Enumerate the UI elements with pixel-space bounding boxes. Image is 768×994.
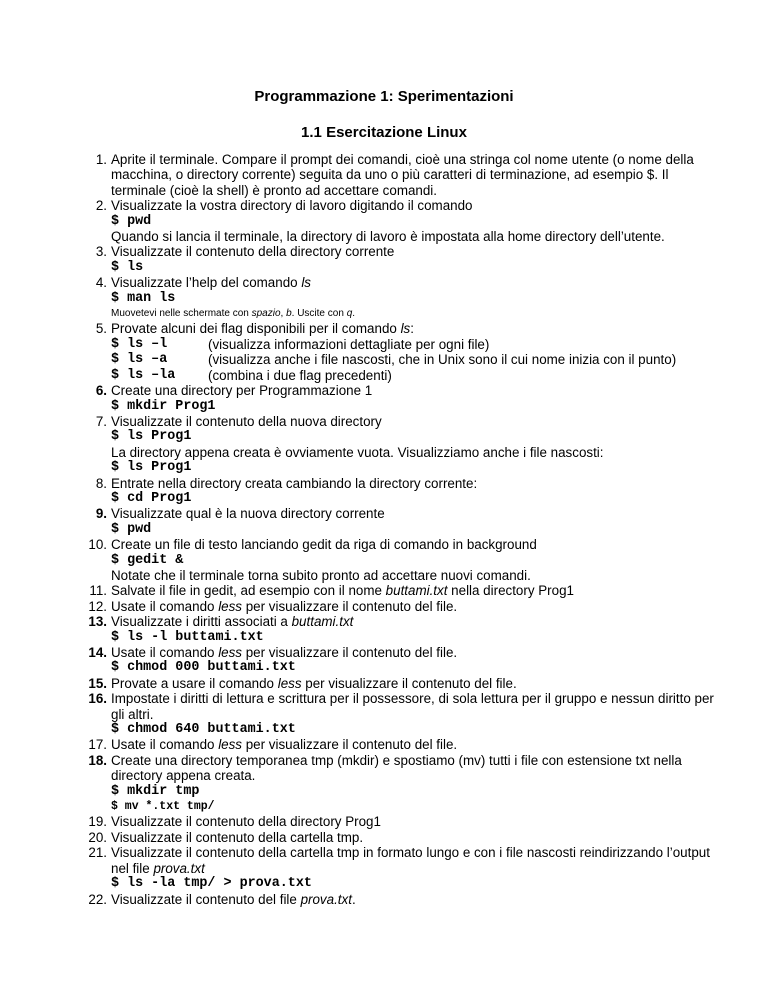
item-text-italic: less <box>277 675 302 691</box>
list-item <box>80 583 720 598</box>
item-number: 3. <box>95 244 107 260</box>
item-text-italic: ls <box>301 275 311 291</box>
list-item <box>80 476 720 507</box>
item-text <box>111 614 720 629</box>
item-followup: Notate che il terminale torna subito pronto ad accettare nuovi comandi. <box>111 567 531 583</box>
flag-row <box>111 352 720 367</box>
command-line: $ gedit & <box>111 552 184 568</box>
item-text <box>111 814 720 829</box>
item-number: 18. <box>88 752 107 768</box>
item-text <box>111 753 720 784</box>
command-line: $ pwd <box>111 213 152 229</box>
list-item <box>80 321 720 383</box>
item-text <box>111 830 720 845</box>
item-text-pre: Usate il comando <box>111 645 219 660</box>
command-line: $ mkdir Prog1 <box>111 398 216 414</box>
item-text-italic: less <box>218 645 243 660</box>
list-item <box>80 814 720 829</box>
flag-description: (visualizza informazioni dettagliate per ogni file) <box>208 336 490 352</box>
item-number: 14. <box>88 645 107 660</box>
flag-command: $ ls –la <box>111 367 176 383</box>
item-followup: La directory appena creata è ovviamente vuota. Visualizziamo anche i file nascosti: <box>111 444 604 460</box>
item-text-post: per visualizzare il contenuto del file. <box>301 675 517 691</box>
flag-description: (combina i due flag precedenti) <box>208 367 392 383</box>
note-text: Muovetevi nelle schermate con <box>111 308 252 320</box>
item-followup: Quando si lancia il terminale, la directory di lavoro è impostata alla home directory dell’utente. <box>111 229 665 245</box>
item-text <box>111 892 720 907</box>
item-text-pre: Salvate il file in gedit, ad esempio con il nome <box>111 583 386 599</box>
item-text <box>111 244 720 259</box>
item-number: 5. <box>95 321 107 337</box>
note-italic: q <box>346 308 353 320</box>
list-item <box>80 506 720 537</box>
command-line: $ ls Prog1 <box>111 429 192 445</box>
list-item <box>80 737 720 752</box>
item-text-italic: ls <box>400 321 411 337</box>
item-number: 2. <box>95 198 107 214</box>
list-item <box>80 383 720 414</box>
command-line: $ chmod 000 buttami.txt <box>111 660 296 676</box>
command-line: $ chmod 640 buttami.txt <box>111 722 296 738</box>
item-text-pre: Usate il comando <box>111 598 219 614</box>
item-number: 8. <box>95 475 107 491</box>
item-text-post: . <box>351 891 356 907</box>
item-number: 9. <box>95 506 107 522</box>
item-text-main: Impostate i diritti di lettura e scrittura per il possessore, di sola lettura per il gruppo e nessun diritto per gli altri. <box>111 691 714 722</box>
item-text-main: Visualizzate il contenuto della directory corrente <box>111 244 395 260</box>
item-text <box>111 383 720 398</box>
section-title: 1.1 Esercitazione Linux <box>301 124 467 141</box>
item-text <box>111 275 720 290</box>
item-text-pre: Provate alcuni dei flag disponibili per il comando <box>111 321 401 337</box>
exercise-list <box>80 152 720 907</box>
item-text-main: Aprite il terminale. Compare il prompt dei comandi, cioè una stringa col nome utente (o nome della macchina, o directory corrente) seguita da uno o più caratteri di terminazione, ad esempio $. Il terminale (cioè la shell) è pronto ad accettare comandi. <box>111 152 694 198</box>
list-item <box>80 599 720 614</box>
list-item <box>80 753 720 815</box>
item-number: 13. <box>88 614 107 630</box>
item-text-main: Create una directory temporanea tmp (mkdir) e spostiamo (mv) tutti i file con estensione txt nella directory appena creata. <box>111 752 682 784</box>
item-text-main: Visualizzate la vostra directory di lavoro digitando il comando <box>111 198 473 214</box>
item-text-italic: less <box>218 737 243 753</box>
item-text-italic: prova.txt <box>153 860 205 876</box>
item-text-main: Create un file di testo lanciando gedit da riga di comando in background <box>111 537 537 553</box>
item-number: 7. <box>95 413 107 429</box>
item-text-pre: Usate il comando <box>111 737 219 753</box>
list-item <box>80 275 720 321</box>
item-number: 16. <box>88 691 107 707</box>
list-item <box>80 892 720 907</box>
item-text <box>111 737 720 752</box>
item-note <box>111 306 720 321</box>
list-item <box>80 244 720 275</box>
flag-row <box>111 368 720 383</box>
item-text <box>111 845 720 876</box>
item-text-pre: Visualizzate il contenuto del file <box>111 891 301 907</box>
item-text-post: per visualizzare il contenuto del file. <box>242 598 458 614</box>
list-item <box>80 414 720 476</box>
command-line: $ cd Prog1 <box>111 490 192 506</box>
item-text-post: per visualizzare il contenuto del file. <box>242 645 458 660</box>
item-text <box>111 414 720 429</box>
command-line: $ pwd <box>111 521 152 537</box>
item-text-pre: Visualizzate l’help del comando <box>111 275 302 291</box>
note-text: . Uscite con <box>291 308 347 320</box>
item-text <box>111 583 720 598</box>
flag-row <box>111 337 720 352</box>
list-item <box>80 152 720 198</box>
item-text-main: Visualizzate qual è la nuova directory corrente <box>111 506 385 522</box>
item-text <box>111 506 720 521</box>
command-line: $ mv *.txt tmp/ <box>111 800 215 814</box>
note-text: . <box>352 308 356 320</box>
flag-command: $ ls –l <box>111 336 168 352</box>
item-number: 1. <box>95 152 107 167</box>
item-number: 15. <box>88 675 107 691</box>
note-italic: spazio <box>251 308 281 320</box>
item-text-italic: less <box>218 598 243 614</box>
item-text-pre: Visualizzate il contenuto della cartella tmp in formato lungo e con i file nascosti reindirizzando l’output nel file <box>111 845 710 876</box>
item-text-main: Entrate nella directory creata cambiando la directory corrente: <box>111 475 478 491</box>
item-text-main: Visualizzate il contenuto della cartella tmp. <box>111 829 364 845</box>
item-text-post: per visualizzare il contenuto del file. <box>242 737 458 753</box>
command-line: $ man ls <box>111 290 176 306</box>
item-number: 10. <box>88 537 107 553</box>
item-text-pre: Provate a usare il comando <box>111 675 278 691</box>
item-number: 20. <box>88 829 107 845</box>
list-item <box>80 198 720 244</box>
command-line: $ ls <box>111 259 144 275</box>
item-text-main: Create una directory per Programmazione 1 <box>111 383 373 399</box>
item-text-italic: prova.txt <box>300 891 352 907</box>
item-text <box>111 152 720 198</box>
command-line: $ ls Prog1 <box>111 460 192 476</box>
item-text <box>111 599 720 614</box>
item-number: 21. <box>88 845 107 861</box>
list-item <box>80 830 720 845</box>
command-line: $ ls -la tmp/ > prova.txt <box>111 876 312 892</box>
item-number: 22. <box>88 891 107 907</box>
flag-command: $ ls –a <box>111 352 168 368</box>
item-number: 12. <box>88 598 107 614</box>
item-text <box>111 676 720 691</box>
command-line: $ mkdir tmp <box>111 783 200 799</box>
item-text <box>111 691 720 722</box>
note-text: , <box>280 308 287 320</box>
item-text-post: nella directory Prog1 <box>447 583 574 599</box>
flag-description: (visualizza anche i file nascosti, che in Unix sono il cui nome inizia con il punto) <box>208 352 677 368</box>
item-text-main: Visualizzate il contenuto della directory Prog1 <box>111 814 381 830</box>
note-italic: b <box>286 308 292 320</box>
item-text <box>111 476 720 491</box>
list-item <box>80 691 720 737</box>
item-number: 6. <box>95 383 107 399</box>
item-text-pre: Visualizzate i diritti associati a <box>111 614 292 630</box>
item-number: 17. <box>88 737 107 753</box>
list-item <box>80 676 720 691</box>
item-number: 4. <box>95 275 107 291</box>
item-text <box>111 321 720 336</box>
item-text-italic: buttami.txt <box>291 614 354 630</box>
item-number: 11. <box>89 583 107 599</box>
list-item <box>80 537 720 583</box>
item-text-post: : <box>410 321 414 337</box>
command-line: $ ls -l buttami.txt <box>111 629 264 645</box>
list-item <box>80 845 720 891</box>
list-item <box>80 645 720 676</box>
item-number: 19. <box>88 814 107 830</box>
item-text-main: Visualizzate il contenuto della nuova directory <box>111 413 382 429</box>
list-item <box>80 614 720 645</box>
item-text <box>111 198 720 213</box>
page-title: Programmazione 1: Sperimentazioni <box>254 88 514 105</box>
item-text <box>111 537 720 552</box>
item-text-italic: buttami.txt <box>385 583 448 599</box>
item-text <box>111 645 720 660</box>
